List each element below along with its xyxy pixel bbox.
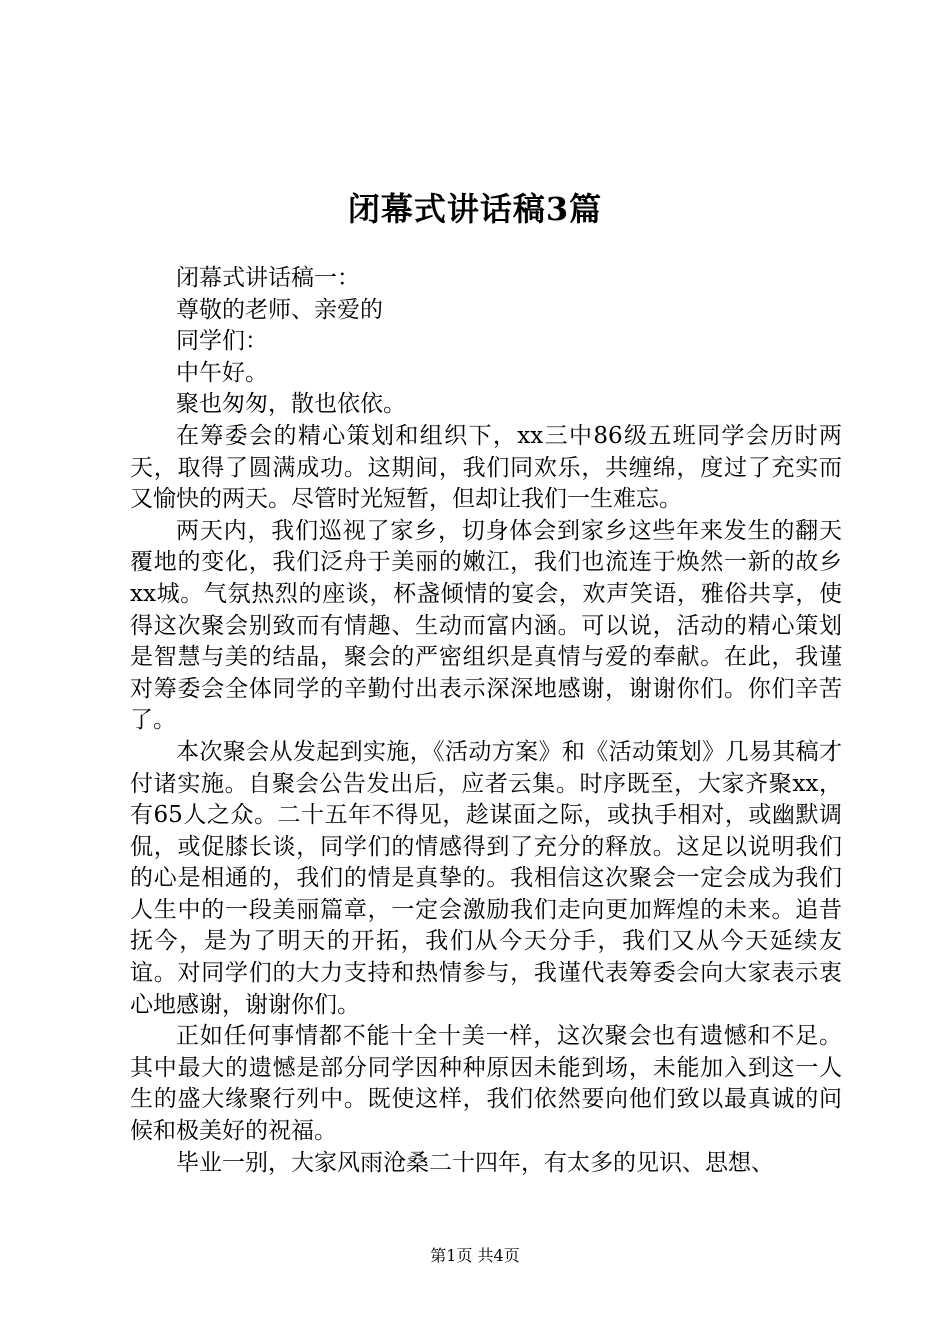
paragraph-opening: 聚也匆匆，散也依依。 xyxy=(176,391,406,418)
paragraph-body: 本次聚会从发起到实施，《活动方案》和《活动策划》几易其稿才付诸实施。自聚会公告发出后，应者云集。时序既至，大家齐聚xx，有65人之众。二十五年不得见，趁谋面之际，或执手相对，或幽默调侃，或促膝长谈，同学们的情感得到了充分的释放。这足以说明我们的心是相通的，我们的情是真挚的。我相信这次聚会一定会成为我们人生中的一段美丽篇章，一定会激励我们走向更加辉煌的未来。追昔抚今，是为了明天的开拓，我们从今天分手，我们又从今天延续友谊。对同学们的大力支持和热情参与，我谨代表筹委会向大家表示衷心地感谢，谢谢你们。 xyxy=(130,738,842,1018)
paragraph-body: 在筹委会的精心策划和组织下，xx三中86级五班同学会历时两天，取得了圆满成功。这期间，我们同欢乐，共缠绵，度过了充实而又愉快的两天。尽管时光短暂，但却让我们一生难忘。 xyxy=(130,422,842,513)
paragraph-body: 毕业一别，大家风雨沧桑二十四年，有太多的见识、思想、 xyxy=(176,1149,774,1176)
document-body xyxy=(130,263,842,1179)
paragraph-body: 两天内，我们巡视了家乡，切身体会到家乡这些年来发生的翻天覆地的变化，我们泛舟于美丽的嫩江，我们也流连于焕然一新的故乡xx城。气氛热烈的座谈，杯盏倾情的宴会，欢声笑语，雅俗共享，使得这次聚会别致而有情趣、生动而富内涵。可以说，活动的精心策划是智慧与美的结晶，聚会的严密组织是真情与爱的奉献。在此，我谨对筹委会全体同学的辛勤付出表示深深地感谢，谢谢你们。你们辛苦了。 xyxy=(130,517,842,734)
paragraph-salutation: 尊敬的老师、亲爱的 xyxy=(176,296,383,323)
paragraph-salutation-cont: 同学们： xyxy=(176,328,268,355)
paragraph-heading: 闭幕式讲话稿一： xyxy=(176,265,360,291)
paragraph-greeting: 中午好。 xyxy=(176,359,268,386)
paragraph-body: 正如任何事情都不能十全十美一样，这次聚会也有遗憾和不足。其中最大的遗憾是部分同学因种种原因未能到场，未能加入到这一人生的盛大缘聚行列中。既使这样，我们依然要向他们致以最真诚的问候和极美好的祝福。 xyxy=(130,1023,842,1145)
document-title: 闭幕式讲话稿3篇 xyxy=(347,190,603,228)
page-footer: 第1页 共4页 xyxy=(430,1246,520,1265)
